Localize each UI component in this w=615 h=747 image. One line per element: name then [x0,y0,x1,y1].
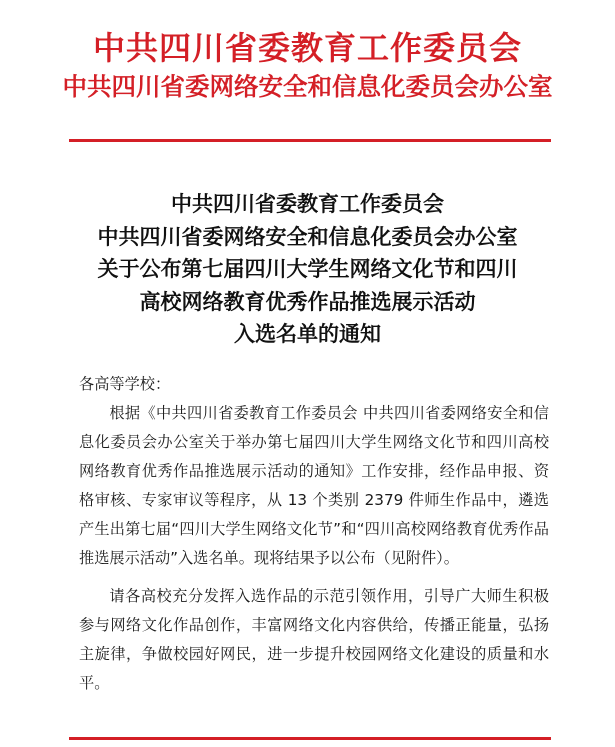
document-body [79,370,549,698]
letterhead-issuer-2: 中共四川省委网络安全和信息化委员会办公室 [62,72,553,101]
salutation: 各高等学校： [79,375,171,393]
document-title [0,188,615,351]
title-line: 关于公布第七届四川大学生网络文化节和四川 [97,256,518,281]
title-line: 中共四川省委网络安全和信息化委员会办公室 [97,223,518,249]
letterhead-issuer-1: 中共四川省委教育工作委员会 [92,29,522,67]
footer-divider [69,737,551,740]
letterhead [0,28,615,104]
title-line: 入选名单的通知 [234,321,381,346]
body-paragraph: 根据《中共四川省委教育工作委员会 中共四川省委网络安全和信息化委员会办公室关于举办第七届四川大学生网络文化节和四川高校网络教育优秀作品推选展示活动的通知》工作安排，经作品申报、资格审核、专家审议等程序，从 13 个类别 2379 件师生作品中，遴选产生出第七届“四川大学生网络文化节”和“四川高校网络教育优秀作品推选展示活动”入选名单。现将结果予以公布（见附件）。 [79,404,549,567]
letterhead-divider [69,139,551,142]
title-line: 高校网络教育优秀作品推选展示活动 [139,288,476,314]
title-line: 中共四川省委教育工作委员会 [171,191,444,216]
body-paragraph: 请各高校充分发挥入选作品的示范引领作用，引导广大师生积极参与网络文化作品创作，丰富网络文化内容供给，传播正能量，弘扬主旋律，争做校园好网民，进一步提升校园网络文化建设的质量和水平。 [79,587,549,692]
